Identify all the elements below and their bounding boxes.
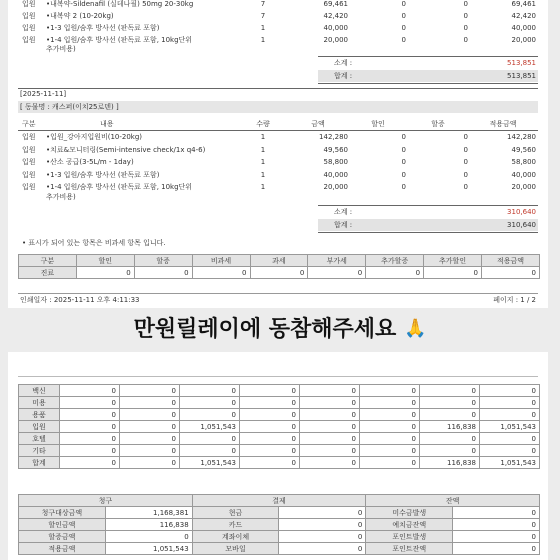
row-applied: 40,000 xyxy=(511,24,536,32)
col-surcharge: 할증 xyxy=(431,120,445,128)
category-value: 1,051,543 xyxy=(480,457,540,469)
row-applied: 69,461 xyxy=(511,0,536,8)
billing-table xyxy=(18,494,540,555)
category-value: 0 xyxy=(240,433,300,445)
category-value: 0 xyxy=(120,397,180,409)
category-value: 0 xyxy=(360,409,420,421)
category-value: 0 xyxy=(300,409,360,421)
summary-row xyxy=(19,267,540,279)
billing-label: 할증금액 xyxy=(19,531,106,543)
category-value: 0 xyxy=(360,397,420,409)
row-qty: 1 xyxy=(260,145,266,154)
category-value: 0 xyxy=(120,433,180,445)
category-value: 0 xyxy=(420,397,480,409)
relay-banner xyxy=(0,312,560,343)
row-content: •1-4 입원/숨후 방사선 (판독료 포함, 10kg단위 xyxy=(46,183,193,191)
category-value: 0 xyxy=(300,397,360,409)
category-value: 0 xyxy=(60,457,120,469)
category-value: 0 xyxy=(480,385,540,397)
category-row xyxy=(19,397,540,409)
row-gubun: 입원 xyxy=(22,12,36,20)
category-value: 0 xyxy=(480,445,540,457)
invoice-page-2 xyxy=(8,352,548,560)
row-content: •치료&모니터링(Semi-intensive check/1x q4-6) xyxy=(46,145,206,154)
row-amount: 20,000 xyxy=(323,36,348,44)
payment-label: 카드 xyxy=(192,519,279,531)
summary-cell: 0 xyxy=(424,267,482,279)
divider xyxy=(318,232,538,233)
category-value: 0 xyxy=(420,433,480,445)
row-discount: 0 xyxy=(401,145,406,154)
category-value: 0 xyxy=(420,385,480,397)
row-surcharge: 0 xyxy=(463,158,468,166)
animal-header: [ 동물명 : 캐스퍼(이치25로덴) ] xyxy=(20,103,119,111)
category-label: 호텔 xyxy=(19,433,60,445)
row-content-cont: 추가비용) xyxy=(46,192,76,201)
row-amount: 49,560 xyxy=(323,145,348,154)
row-surcharge: 0 xyxy=(463,12,468,20)
category-value: 0 xyxy=(240,397,300,409)
row-discount: 0 xyxy=(401,158,406,166)
category-label: 합계 xyxy=(19,457,60,469)
row-discount: 0 xyxy=(401,24,406,32)
category-label: 기타 xyxy=(19,445,60,457)
category-row xyxy=(19,409,540,421)
row-content: •산소 공급(3-5L/m - 1day) xyxy=(46,158,134,166)
category-value: 0 xyxy=(240,409,300,421)
balance-label: 예치금잔액 xyxy=(366,519,453,531)
subtotal-value: 310,640 xyxy=(507,208,536,216)
pray-icon: 🙏 xyxy=(403,318,427,339)
divider xyxy=(18,376,538,377)
page-number: 페이지 : 1 / 2 xyxy=(493,296,536,304)
row-gubun: 입원 xyxy=(22,145,36,154)
category-value: 0 xyxy=(300,445,360,457)
summary-header-cell: 비과세 xyxy=(192,255,250,267)
category-value: 0 xyxy=(180,409,240,421)
summary-cell: 0 xyxy=(308,267,366,279)
row-gubun: 입원 xyxy=(22,0,36,8)
summary-table xyxy=(18,254,540,279)
category-row xyxy=(19,421,540,433)
row-surcharge: 0 xyxy=(463,24,468,32)
col-gubun: 구분 xyxy=(22,120,36,128)
category-row xyxy=(19,433,540,445)
category-table xyxy=(18,384,540,469)
category-value: 0 xyxy=(180,445,240,457)
category-value: 0 xyxy=(60,445,120,457)
row-gubun: 입원 xyxy=(22,170,36,179)
balance-value: 0 xyxy=(453,543,540,555)
summary-cell: 0 xyxy=(192,267,250,279)
row-applied: 58,800 xyxy=(511,158,536,166)
billing-row xyxy=(19,531,540,543)
billing-row xyxy=(19,507,540,519)
total-value: 513,851 xyxy=(507,72,536,80)
total-label: 합계 : xyxy=(334,221,353,229)
category-value: 0 xyxy=(480,433,540,445)
category-label: 미용 xyxy=(19,397,60,409)
row-gubun: 입원 xyxy=(22,183,36,191)
billing-header: 청구 xyxy=(19,495,193,507)
row-content: •1-4 입원/숨후 방사선 (판독료 포함, 10kg단위 xyxy=(46,36,193,44)
row-amount: 58,800 xyxy=(323,158,348,166)
summary-header-cell: 할증 xyxy=(134,255,192,267)
category-value: 0 xyxy=(60,409,120,421)
payment-value: 0 xyxy=(279,531,366,543)
row-surcharge: 0 xyxy=(463,133,468,141)
col-amount: 금액 xyxy=(311,120,325,128)
row-gubun: 입원 xyxy=(22,36,36,44)
category-value: 0 xyxy=(120,409,180,421)
category-value: 0 xyxy=(480,397,540,409)
subtotal-value: 513,851 xyxy=(507,59,536,67)
category-value: 0 xyxy=(180,397,240,409)
row-gubun: 입원 xyxy=(22,24,36,32)
row-applied: 40,000 xyxy=(511,170,536,179)
category-value: 0 xyxy=(360,433,420,445)
category-value: 0 xyxy=(240,457,300,469)
total-label: 합계 : xyxy=(334,72,353,80)
payment-label: 계좌이체 xyxy=(192,531,279,543)
payment-header: 결제 xyxy=(192,495,366,507)
category-row xyxy=(19,457,540,469)
row-qty: 1 xyxy=(260,24,266,32)
balance-value: 0 xyxy=(453,519,540,531)
row-applied: 42,420 xyxy=(511,12,536,20)
print-date: 인쇄일자 : 2025-11-11 오후 4:11:33 xyxy=(20,296,140,304)
row-content: •내복약-Sildenafil (실데나필) 50mg 20-30kg xyxy=(46,0,194,8)
category-value: 1,051,543 xyxy=(180,457,240,469)
row-amount: 142,280 xyxy=(319,133,348,141)
balance-value: 0 xyxy=(453,507,540,519)
category-value: 0 xyxy=(300,385,360,397)
category-row xyxy=(19,385,540,397)
nontax-note: • 표시가 되어 있는 항목은 비과세 항목 입니다. xyxy=(22,239,166,247)
category-value: 0 xyxy=(120,445,180,457)
category-label: 백신 xyxy=(19,385,60,397)
category-value: 0 xyxy=(240,421,300,433)
payment-value: 0 xyxy=(279,519,366,531)
summary-header-cell: 과세 xyxy=(250,255,308,267)
payment-value: 0 xyxy=(279,507,366,519)
row-amount: 20,000 xyxy=(323,183,348,191)
balance-label: 미수금발생 xyxy=(366,507,453,519)
row-amount: 40,000 xyxy=(323,24,348,32)
category-value: 0 xyxy=(480,409,540,421)
row-content: •내복약 2 (10-20kg) xyxy=(46,12,114,20)
category-value: 0 xyxy=(420,445,480,457)
category-value: 0 xyxy=(120,385,180,397)
billing-label: 적용금액 xyxy=(19,543,106,555)
billing-label: 청구대상금액 xyxy=(19,507,106,519)
divider xyxy=(318,83,538,84)
summary-header-cell: 부가세 xyxy=(308,255,366,267)
subtotal-label: 소계 : xyxy=(334,208,353,216)
category-value: 0 xyxy=(360,421,420,433)
category-value: 0 xyxy=(300,433,360,445)
billing-value: 116,838 xyxy=(105,519,192,531)
summary-header-cell: 추가할인 xyxy=(424,255,482,267)
row-qty: 7 xyxy=(260,12,266,20)
row-qty: 1 xyxy=(260,133,266,141)
row-gubun: 입원 xyxy=(22,158,36,166)
category-value: 0 xyxy=(300,457,360,469)
col-content: 내용 xyxy=(100,120,114,128)
date-header: [2025-11-11] xyxy=(20,90,67,98)
summary-cell: 0 xyxy=(134,267,192,279)
row-amount: 69,461 xyxy=(323,0,348,8)
payment-label: 현금 xyxy=(192,507,279,519)
summary-cell: 0 xyxy=(482,267,540,279)
row-qty: 1 xyxy=(260,158,266,166)
divider xyxy=(318,205,538,206)
balance-label: 포인트잔액 xyxy=(366,543,453,555)
row-surcharge: 0 xyxy=(463,0,468,8)
category-value: 0 xyxy=(120,457,180,469)
category-row xyxy=(19,445,540,457)
divider xyxy=(18,88,538,89)
row-surcharge: 0 xyxy=(463,183,468,191)
category-value: 0 xyxy=(300,421,360,433)
summary-header-cell: 할인 xyxy=(76,255,134,267)
divider xyxy=(318,56,538,57)
category-value: 1,051,543 xyxy=(180,421,240,433)
row-applied: 142,280 xyxy=(507,133,536,141)
row-amount: 42,420 xyxy=(323,12,348,20)
category-value: 116,838 xyxy=(420,457,480,469)
summary-header-cell: 적용금액 xyxy=(482,255,540,267)
subtotal-label: 소계 : xyxy=(334,59,353,67)
category-value: 0 xyxy=(180,385,240,397)
billing-label: 할인금액 xyxy=(19,519,106,531)
row-qty: 1 xyxy=(260,183,266,191)
payment-value: 0 xyxy=(279,543,366,555)
balance-label: 포인트발생 xyxy=(366,531,453,543)
row-applied: 20,000 xyxy=(511,183,536,191)
category-label: 입원 xyxy=(19,421,60,433)
row-content: •입원_강아지입원비(10-20kg) xyxy=(46,133,143,141)
banner-text: 만원릴레이에 동참해주세요 xyxy=(133,317,397,342)
billing-row xyxy=(19,519,540,531)
row-qty: 7 xyxy=(260,0,266,8)
category-value: 0 xyxy=(360,385,420,397)
row-qty: 1 xyxy=(260,170,266,179)
category-value: 0 xyxy=(180,433,240,445)
summary-header-cell: 추가할증 xyxy=(366,255,424,267)
summary-cell: 0 xyxy=(76,267,134,279)
category-value: 0 xyxy=(60,433,120,445)
row-surcharge: 0 xyxy=(463,170,468,179)
summary-cell: 0 xyxy=(250,267,308,279)
payment-label: 모바일 xyxy=(192,543,279,555)
billing-value: 0 xyxy=(105,531,192,543)
col-applied: 적용금액 xyxy=(489,120,517,128)
total-value: 310,640 xyxy=(507,221,536,229)
summary-cell: 진료 xyxy=(19,267,77,279)
row-content: •1-3 입원/숨후 방사선 (판독료 포함) xyxy=(46,24,160,32)
category-label: 용품 xyxy=(19,409,60,421)
col-discount: 할인 xyxy=(371,120,385,128)
billing-row xyxy=(19,543,540,555)
category-value: 0 xyxy=(240,445,300,457)
row-discount: 0 xyxy=(401,36,406,44)
category-value: 0 xyxy=(360,445,420,457)
billing-value: 1,168,381 xyxy=(105,507,192,519)
row-discount: 0 xyxy=(401,12,406,20)
summary-cell: 0 xyxy=(366,267,424,279)
category-value: 0 xyxy=(240,385,300,397)
col-qty: 수량 xyxy=(256,120,270,128)
row-discount: 0 xyxy=(401,170,406,179)
row-applied: 20,000 xyxy=(511,36,536,44)
billing-value: 1,051,543 xyxy=(105,543,192,555)
row-applied: 49,560 xyxy=(511,145,536,154)
row-qty: 1 xyxy=(260,36,266,44)
category-value: 1,051,543 xyxy=(480,421,540,433)
category-value: 0 xyxy=(120,421,180,433)
category-value: 0 xyxy=(420,409,480,421)
category-value: 0 xyxy=(60,397,120,409)
row-surcharge: 0 xyxy=(463,145,468,154)
summary-header-cell: 구분 xyxy=(19,255,77,267)
divider xyxy=(18,130,538,131)
summary-header-row xyxy=(19,255,540,267)
category-value: 116,838 xyxy=(420,421,480,433)
row-discount: 0 xyxy=(401,0,406,8)
row-discount: 0 xyxy=(401,183,406,191)
category-value: 0 xyxy=(60,385,120,397)
balance-header: 잔액 xyxy=(366,495,540,507)
balance-value: 0 xyxy=(453,531,540,543)
invoice-page-1 xyxy=(8,0,548,308)
row-gubun: 입원 xyxy=(22,133,36,141)
row-discount: 0 xyxy=(401,133,406,141)
category-value: 0 xyxy=(60,421,120,433)
row-content: •1-3 입원/숨후 방사선 (판독료 포함) xyxy=(46,170,160,179)
category-value: 0 xyxy=(360,457,420,469)
row-surcharge: 0 xyxy=(463,36,468,44)
divider xyxy=(18,293,538,294)
row-content-cont: 추가비용) xyxy=(46,45,76,53)
row-amount: 40,000 xyxy=(323,170,348,179)
